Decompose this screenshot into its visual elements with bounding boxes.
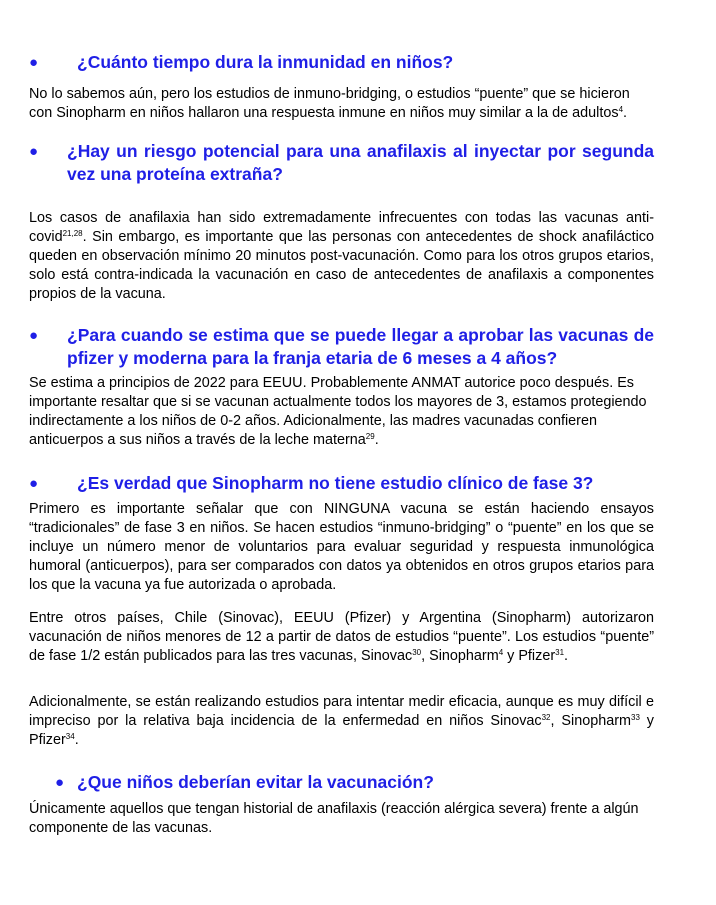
answer-paragraph — [29, 693, 654, 750]
citation-superscript: 4 — [618, 105, 624, 114]
text-run: y Pfizer — [29, 713, 654, 748]
question-text: ¿Que niños deberían evitar la vacunación? — [77, 772, 434, 792]
answer-paragraph — [29, 500, 654, 595]
text-run: . — [374, 432, 379, 448]
text-run: Únicamente aquellos que tengan historial de anafilaxis (reacción alérgica severa) frente a algún componente de las vacunas. — [29, 801, 639, 836]
text-run: , Sinopharm — [550, 713, 631, 729]
bullet-icon: ● — [29, 475, 39, 492]
bullet-icon: ● — [29, 54, 39, 71]
text-run: . — [74, 732, 79, 748]
text-run: , Sinopharm — [421, 648, 499, 664]
answer-paragraph — [29, 374, 654, 450]
question-text: ¿Hay un riesgo potencial para una anafilaxis al inyectar por segunda vez una proteína extraña? — [67, 141, 654, 184]
answer-paragraph — [29, 800, 654, 838]
citation-superscript: 31 — [555, 648, 565, 657]
question-text: ¿Cuánto tiempo dura la inmunidad en niños? — [77, 52, 454, 72]
citation-superscript: 33 — [631, 713, 640, 722]
citation-superscript: 4 — [498, 648, 504, 657]
citation-superscript: 32 — [541, 713, 551, 722]
question-text: ¿Es verdad que Sinopharm no tiene estudio clínico de fase 3? — [77, 473, 594, 493]
bullet-icon: ● — [55, 774, 65, 791]
citation-superscript: 30 — [412, 648, 422, 657]
text-run: y Pfizer — [503, 648, 556, 664]
text-run: . — [623, 105, 628, 121]
text-run: . Sin embargo, es importante que las personas con antecedentes de shock anafiláctico queden en observación mínimo 20 minutos post-vacunación. Como para los otros grupos etarios, solo está contra-indicada la vacunación en caso de antecedentes de anafilaxis a componentes propios de la vacuna. — [29, 229, 654, 302]
text-run: Entre otros países, Chile (Sinovac), EEUU (Pfizer) y Argentina (Sinopharm) autorizaron vacunación de niños menores de 12 a partir de datos de estudios “puente”. Los estudios “puente” de fase 1/2 están publicados para las tres vacunas, Sinovac — [29, 610, 654, 664]
bullet-icon: ● — [29, 327, 39, 344]
text-run: . — [564, 648, 569, 664]
text-run: No lo sabemos aún, pero los estudios de inmuno-bridging, o estudios “puente” que se hicieron con Sinopharm en niños hallaron una respuesta inmune en niños muy similar a la de adultos — [29, 86, 630, 121]
citation-superscript: 21,28 — [62, 229, 83, 238]
text-run: Los casos de anafilaxia han sido extremadamente infrecuentes con todas las vacunas anti-covid — [29, 210, 654, 245]
citation-superscript: 34 — [65, 732, 75, 741]
citation-superscript: 29 — [365, 432, 375, 441]
bullet-icon: ● — [29, 143, 39, 160]
answer-paragraph — [29, 209, 654, 304]
text-run: Se estima a principios de 2022 para EEUU. Probablemente ANMAT autorice poco después. Es importante resaltar que si se vacunan actualmente todos los mayores de 3, estamos protegiendo indirectamente a los niños de 0-2 años. Adicionalmente, las madres vacunadas confieren anticuerpos a sus niños a través de la leche materna — [29, 375, 647, 448]
question-text: ¿Para cuando se estima que se puede llegar a aprobar las vacunas de pfizer y moderna para la franja etaria de 6 meses a 4 años? — [67, 325, 654, 368]
text-run: Adicionalmente, se están realizando estudios para intentar medir eficacia, aunque es muy difícil e impreciso por la relativa baja incidencia de la enfermedad en niños Sinovac — [29, 694, 654, 729]
answer-paragraph — [29, 85, 654, 123]
answer-paragraph — [29, 609, 654, 666]
text-run: Primero es importante señalar que con NINGUNA vacuna se están haciendo ensayos “tradicionales” de fase 3 en niños. Se hacen estudios “inmuno-bridging” o “puente” en los que se incluye un número menor de voluntarios para evaluar seguridad y respuesta inmunológica humoral (anticuerpos), para ser comparados con datos ya obtenidos en otros grupos etarios para los que la vacuna ya fue autorizada o aprobada. — [29, 501, 654, 593]
